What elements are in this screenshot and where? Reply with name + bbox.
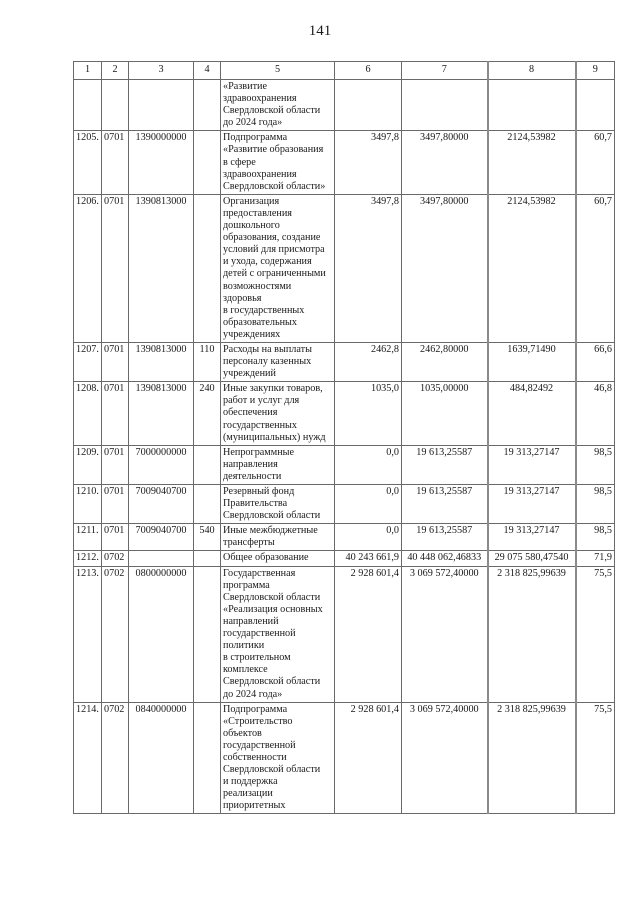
target-article-code: 1390813000 <box>129 382 194 445</box>
description-line: Свердловской области <box>223 591 321 603</box>
execution-percent: 98,5 <box>576 485 615 524</box>
expense-type-code: 240 <box>194 382 221 445</box>
description-line: направлений <box>223 615 279 627</box>
target-article-code: 1390813000 <box>129 342 194 381</box>
table-row <box>74 702 615 814</box>
expense-type-code: 540 <box>194 524 221 551</box>
execution-percent <box>576 80 615 131</box>
section-code: 0701 <box>102 131 129 194</box>
execution-percent: 75,5 <box>576 566 615 702</box>
header-col-3: 3 <box>129 62 194 80</box>
description-line: в государственных <box>223 304 305 316</box>
description-line: приоритетных <box>223 800 286 812</box>
refined-amount: 3497,80000 <box>402 194 488 342</box>
execution-percent: 66,6 <box>576 342 615 381</box>
description-line: детей с ограниченными <box>223 268 326 280</box>
approved-amount: 2 928 601,4 <box>335 566 402 702</box>
executed-amount: 19 313,27147 <box>488 524 576 551</box>
header-col-6: 6 <box>335 62 402 80</box>
description-line: работ и услуг для <box>223 395 300 407</box>
expense-type-code <box>194 551 221 566</box>
approved-amount: 40 243 661,9 <box>335 551 402 566</box>
description-line: до 2024 года» <box>223 688 283 700</box>
description-line: здоровья <box>223 292 262 304</box>
description-line: политики <box>223 640 265 652</box>
header-col-8: 8 <box>488 62 576 80</box>
target-article-code <box>129 80 194 131</box>
execution-percent: 75,5 <box>576 702 615 814</box>
header-col-2: 2 <box>102 62 129 80</box>
description <box>221 131 335 194</box>
refined-amount: 19 613,25587 <box>402 445 488 484</box>
table-row <box>74 80 615 131</box>
description-line: Расходы на выплаты <box>223 343 312 355</box>
description-line: и ухода, содержания <box>223 256 312 268</box>
description-line: Государственная <box>223 567 296 579</box>
refined-amount: 19 613,25587 <box>402 485 488 524</box>
description-line: (муниципальных) нужд <box>223 431 326 443</box>
target-article-code: 0800000000 <box>129 566 194 702</box>
row-number: 1213. <box>74 566 102 702</box>
description <box>221 342 335 381</box>
executed-amount: 29 075 580,47540 <box>488 551 576 566</box>
description <box>221 194 335 342</box>
description-line: реализации <box>223 788 273 800</box>
description-line: здравоохранения <box>223 93 297 105</box>
approved-amount: 1035,0 <box>335 382 402 445</box>
row-number: 1205. <box>74 131 102 194</box>
description-line: «Строительство <box>223 715 293 727</box>
description <box>221 445 335 484</box>
target-article-code: 7009040700 <box>129 485 194 524</box>
header-col-4: 4 <box>194 62 221 80</box>
description-line: Свердловской области <box>223 510 321 522</box>
header-col-1: 1 <box>74 62 102 80</box>
expense-type-code <box>194 131 221 194</box>
description-line: направления <box>223 458 278 470</box>
section-code: 0702 <box>102 566 129 702</box>
description-line: государственных <box>223 419 297 431</box>
description-line: до 2024 года» <box>223 117 283 129</box>
header-col-9: 9 <box>576 62 615 80</box>
row-number: 1211. <box>74 524 102 551</box>
description-line: в сфере <box>223 156 256 168</box>
target-article-code: 7009040700 <box>129 524 194 551</box>
executed-amount <box>488 80 576 131</box>
refined-amount: 2462,80000 <box>402 342 488 381</box>
description-line: Резервный фонд <box>223 486 295 497</box>
section-code: 0701 <box>102 485 129 524</box>
execution-percent: 60,7 <box>576 131 615 194</box>
description <box>221 702 335 814</box>
description-line: возможностями <box>223 280 292 292</box>
expense-type-code <box>194 80 221 131</box>
approved-amount: 0,0 <box>335 485 402 524</box>
row-number: 1214. <box>74 702 102 814</box>
description <box>221 566 335 702</box>
target-article-code: 1390813000 <box>129 194 194 342</box>
section-code: 0701 <box>102 342 129 381</box>
refined-amount: 19 613,25587 <box>402 524 488 551</box>
description-line: дошкольного <box>223 220 280 232</box>
expense-type-code: 110 <box>194 342 221 381</box>
approved-amount <box>335 80 402 131</box>
table-row <box>74 551 615 566</box>
execution-percent: 98,5 <box>576 445 615 484</box>
target-article-code: 1390000000 <box>129 131 194 194</box>
expense-type-code <box>194 702 221 814</box>
description <box>221 382 335 445</box>
description-line: Свердловской области <box>223 105 321 117</box>
description-line: здравоохранения <box>223 168 297 180</box>
description-line: образования, создание <box>223 232 321 244</box>
table-row <box>74 485 615 524</box>
description-line: Правительства <box>223 498 288 510</box>
approved-amount: 0,0 <box>335 524 402 551</box>
description-line: в строительном <box>223 652 291 664</box>
header-col-7: 7 <box>402 62 488 80</box>
table-row <box>74 445 615 484</box>
refined-amount: 3497,80000 <box>402 131 488 194</box>
description-line: Иные закупки товаров, <box>223 383 323 395</box>
target-article-code: 7000000000 <box>129 445 194 484</box>
expense-type-code <box>194 194 221 342</box>
description-line: трансферты <box>223 537 275 549</box>
row-number: 1208. <box>74 382 102 445</box>
description-line: государственной <box>223 628 296 640</box>
approved-amount: 3497,8 <box>335 131 402 194</box>
description-line: Организация <box>223 195 280 207</box>
description-line: Иные межбюджетные <box>223 525 318 537</box>
executed-amount: 2124,53982 <box>488 194 576 342</box>
executed-amount: 19 313,27147 <box>488 485 576 524</box>
description-line: образовательных <box>223 316 297 328</box>
description-line: условий для присмотра <box>223 244 325 256</box>
budget-table <box>73 61 615 814</box>
executed-amount: 19 313,27147 <box>488 445 576 484</box>
section-code: 0701 <box>102 194 129 342</box>
table-row <box>74 194 615 342</box>
description <box>221 485 335 524</box>
approved-amount: 2462,8 <box>335 342 402 381</box>
description-line: «Развитие образования <box>223 144 324 156</box>
description-line: программа <box>223 579 270 591</box>
row-number: 1212. <box>74 551 102 566</box>
section-code: 0701 <box>102 382 129 445</box>
description-line: Свердловской области <box>223 764 321 776</box>
description-line: и поддержка <box>223 776 278 788</box>
section-code: 0702 <box>102 702 129 814</box>
approved-amount: 2 928 601,4 <box>335 702 402 814</box>
description-line: «Развитие <box>223 81 267 92</box>
description-line: Непрограммные <box>223 446 295 458</box>
description-line: предоставления <box>223 207 292 219</box>
target-article-code <box>129 551 194 566</box>
executed-amount: 2 318 825,99639 <box>488 566 576 702</box>
execution-percent: 71,9 <box>576 551 615 566</box>
refined-amount: 40 448 062,46833 <box>402 551 488 566</box>
row-number: 1209. <box>74 445 102 484</box>
row-number: 1206. <box>74 194 102 342</box>
description-line: деятельности <box>223 470 282 482</box>
description-line: Подпрограмма <box>223 703 288 715</box>
description <box>221 551 335 566</box>
execution-percent: 60,7 <box>576 194 615 342</box>
section-code: 0702 <box>102 551 129 566</box>
section-code <box>102 80 129 131</box>
target-article-code: 0840000000 <box>129 702 194 814</box>
description-line: Подпрограмма <box>223 132 288 144</box>
executed-amount: 484,82492 <box>488 382 576 445</box>
section-code: 0701 <box>102 524 129 551</box>
refined-amount: 1035,00000 <box>402 382 488 445</box>
description-line: Общее образование <box>223 552 309 564</box>
header-col-5: 5 <box>221 62 335 80</box>
approved-amount: 3497,8 <box>335 194 402 342</box>
row-number: 1210. <box>74 485 102 524</box>
description-line: комплексе <box>223 664 268 676</box>
row-number <box>74 80 102 131</box>
section-code: 0701 <box>102 445 129 484</box>
description-line: учреждениях <box>223 328 281 340</box>
refined-amount: 3 069 572,40000 <box>402 566 488 702</box>
executed-amount: 2124,53982 <box>488 131 576 194</box>
description-line: «Реализация основных <box>223 603 323 615</box>
description-line: обеспечения <box>223 407 278 419</box>
table-row <box>74 131 615 194</box>
description-line: персоналу казенных <box>223 356 312 368</box>
executed-amount: 1639,71490 <box>488 342 576 381</box>
refined-amount: 3 069 572,40000 <box>402 702 488 814</box>
table-row <box>74 566 615 702</box>
expense-type-code <box>194 566 221 702</box>
table-row <box>74 382 615 445</box>
description-line: государственной <box>223 739 296 751</box>
refined-amount <box>402 80 488 131</box>
description-line: собственности <box>223 751 287 763</box>
table-body <box>74 80 615 814</box>
expense-type-code <box>194 485 221 524</box>
execution-percent: 46,8 <box>576 382 615 445</box>
description-line: Свердловской области» <box>223 180 326 192</box>
page-number: 141 <box>308 23 332 39</box>
description <box>221 80 335 131</box>
row-number: 1207. <box>74 342 102 381</box>
description <box>221 524 335 551</box>
description-line: учреждений <box>223 368 276 380</box>
description-line: объектов <box>223 727 262 739</box>
header-row <box>74 62 615 80</box>
approved-amount: 0,0 <box>335 445 402 484</box>
expense-type-code <box>194 445 221 484</box>
executed-amount: 2 318 825,99639 <box>488 702 576 814</box>
description-line: Свердловской области <box>223 676 321 688</box>
table-row <box>74 342 615 381</box>
table-row <box>74 524 615 551</box>
execution-percent: 98,5 <box>576 524 615 551</box>
